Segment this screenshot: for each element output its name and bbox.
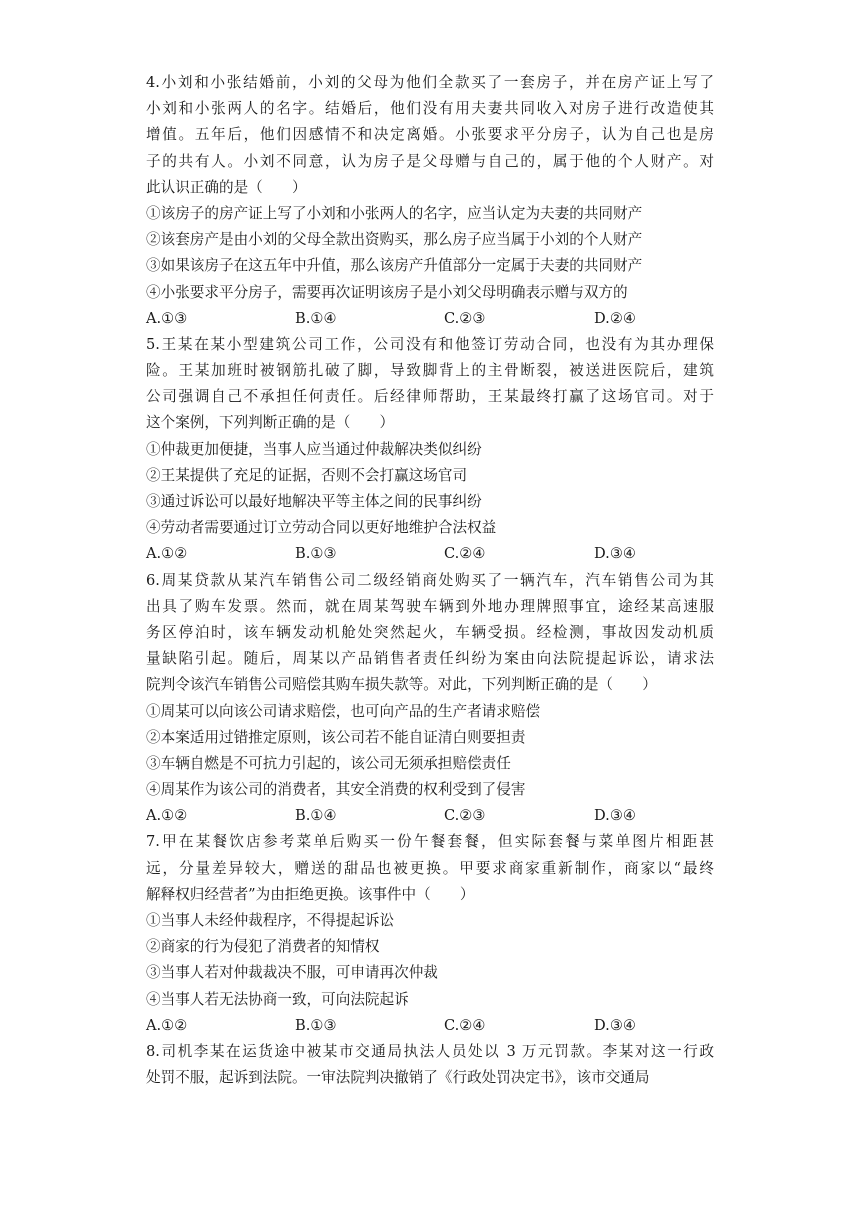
question-stem-line: 增值。五年后，他们因感情不和决定离婚。小张要求平分房子，认为自己也是房	[146, 126, 714, 144]
answer-option-a: A.①②	[146, 545, 188, 563]
statement-item: ②王某提供了充足的证据，否则不会打赢这场官司	[146, 466, 468, 484]
statement-item: ②本案适用过错推定原则，该公司若不能自证清白则要担责	[146, 728, 526, 746]
answer-option-b: B.①④	[295, 807, 337, 825]
answer-options-row	[146, 803, 714, 829]
question-stem-line: 解释权归经营者”为由拒绝更换。该事件中（ ）	[146, 885, 475, 903]
statement-item: ④劳动者需要通过订立劳动合同以更好地维护合法权益	[146, 519, 497, 537]
question-stem-line: 8.司机李某在运货途中被某市交通局执法人员处以 3 万元罚款。李某对这一行政	[146, 1042, 714, 1060]
statement-item: ④小张要求平分房子，需要再次证明该房子是小刘父母明确表示赠与双方的	[146, 283, 628, 301]
question-list	[146, 70, 714, 1091]
answer-option-c: C.②④	[444, 1016, 486, 1034]
answer-option-c: C.②③	[444, 807, 486, 825]
question-block	[146, 1039, 714, 1091]
statement-item: ③如果该房子在这五年中升值，那么该房产升值部分一定属于夫妻的共同财产	[146, 257, 643, 275]
question-stem-line: 处罚不服，起诉到法院。一审法院判决撤销了《行政处罚决定书》，该市交通局	[146, 1069, 650, 1087]
answer-option-a: A.①②	[146, 807, 188, 825]
answer-option-d: D.③④	[594, 807, 636, 825]
statement-item: ①该房子的房产证上写了小刘和小张两人的名字，应当认定为夫妻的共同财产	[146, 204, 643, 222]
answer-options-row	[146, 1013, 714, 1039]
answer-option-b: B.①④	[295, 309, 337, 327]
answer-option-d: D.②④	[594, 309, 636, 327]
question-block	[146, 829, 714, 1039]
answer-option-b: B.①③	[295, 1016, 337, 1034]
question-stem-line: 小刘和小张两人的名字。结婚后，他们没有用夫妻共同收入对房子进行改造使其	[146, 100, 714, 118]
answer-option-c: C.②③	[444, 309, 486, 327]
question-stem-line: 6.周某贷款从某汽车销售公司二级经销商处购买了一辆汽车，汽车销售公司为其	[146, 571, 714, 589]
statement-item: ①周某可以向该公司请求赔偿，也可向产品的生产者请求赔偿	[146, 702, 541, 720]
question-stem-line: 远，分量差异较大，赠送的甜品也被更换。甲要求商家重新制作，商家以“最终	[146, 859, 714, 877]
statement-item: ②该套房产是由小刘的父母全款出资购买，那么房子应当属于小刘的个人财产	[146, 231, 643, 249]
answer-options-row	[146, 541, 714, 567]
statement-item: ③车辆自燃是不可抗力引起的，该公司无须承担赔偿责任	[146, 754, 511, 772]
answer-option-b: B.①③	[295, 545, 337, 563]
answer-option-d: D.③④	[594, 1016, 636, 1034]
statement-item: ④当事人若无法协商一致，可向法院起诉	[146, 990, 409, 1008]
question-stem-line: 4.小刘和小张结婚前，小刘的父母为他们全款买了一套房子，并在房产证上写了	[146, 74, 714, 91]
statement-item: ③当事人若对仲裁裁决不服，可申请再次仲裁	[146, 964, 438, 982]
question-stem-line: 此认识正确的是（ ）	[146, 178, 307, 196]
statement-item: ③通过诉讼可以最好地解决平等主体之间的民事纠纷	[146, 493, 482, 510]
question-stem-line: 7.甲在某餐饮店参考菜单后购买一份午餐套餐，但实际套餐与菜单图片相距甚	[146, 833, 714, 851]
statement-item: ①仲裁更加便捷，当事人应当通过仲裁解决类似纠纷	[146, 440, 482, 458]
answer-option-c: C.②④	[444, 545, 486, 563]
answer-option-a: A.①③	[146, 309, 188, 327]
statement-item: ④周某作为该公司的消费者，其安全消费的权利受到了侵害	[146, 781, 526, 799]
question-stem-line: 子的共有人。小刘不同意，认为房子是父母赠与自己的，属于他的个人财产。对	[146, 152, 714, 170]
question-stem-line: 务区停泊时，该车辆发动机舱处突然起火，车辆受损。经检测，事故因发动机质	[146, 623, 714, 641]
statement-item: ①当事人未经仲裁程序，不得提起诉讼	[146, 912, 395, 929]
question-stem-line: 险。王某加班时被钢筋扎破了脚，导致脚背上的主骨断裂，被送进医院后，建筑	[146, 362, 714, 380]
answer-options-row	[146, 306, 714, 332]
question-block	[146, 70, 714, 332]
question-stem-line: 量缺陷引起。随后，周某以产品销售者责任纠纷为案由向法院提起诉讼，请求法	[146, 650, 714, 668]
question-stem-line: 5.王某在某小型建筑公司工作，公司没有和他签订劳动合同，也没有为其办理保	[146, 335, 714, 353]
answer-option-d: D.③④	[594, 545, 636, 563]
answer-option-a: A.①②	[146, 1016, 188, 1034]
question-stem-line: 院判令该汽车销售公司赔偿其购车损失款等。对此，下列判断正确的是（ ）	[146, 676, 657, 694]
question-stem-line: 出具了购车发票。然而，就在周某驾驶车辆到外地办理牌照事宜，途经某高速服	[146, 597, 714, 615]
question-block	[146, 568, 714, 830]
question-block	[146, 332, 714, 568]
statement-item: ②商家的行为侵犯了消费者的知情权	[146, 938, 380, 956]
question-stem-line: 公司强调自己不承担任何责任。后经律师帮助，王某最终打赢了这场官司。对于	[146, 388, 714, 406]
question-stem-line: 这个案例，下列判断正确的是（ ）	[146, 414, 395, 432]
